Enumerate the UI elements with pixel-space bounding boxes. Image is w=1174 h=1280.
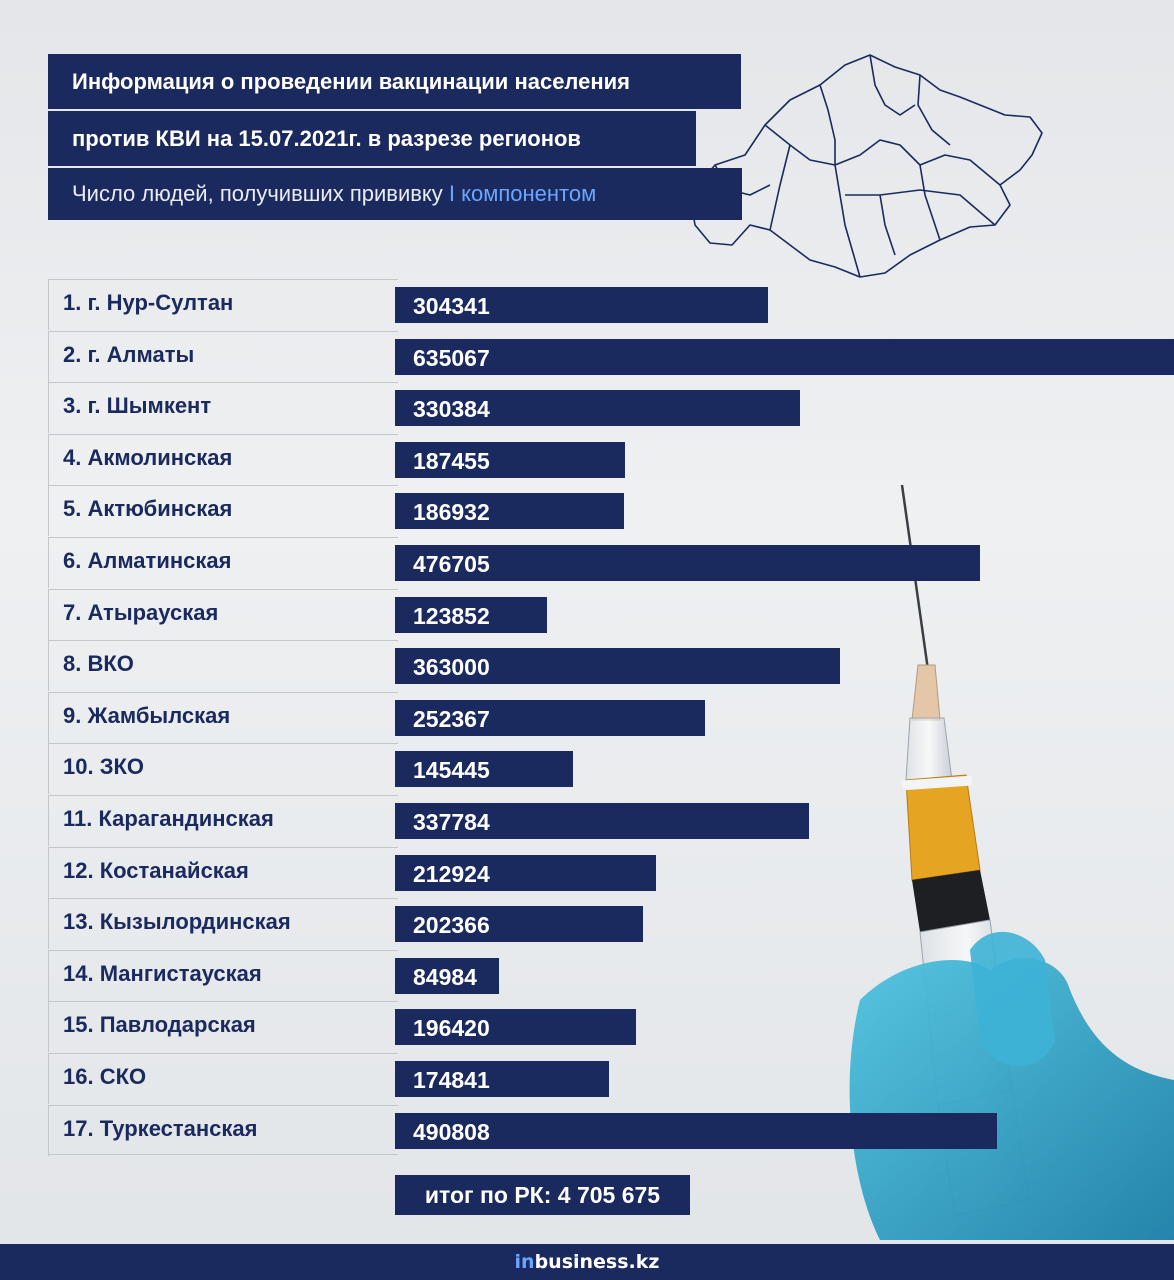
subtitle-highlight: I компонентом [448,181,597,206]
bar [395,442,625,478]
table-row [48,847,398,898]
table-row [48,640,398,691]
subtitle [48,168,742,220]
bar-value-label: 635067 [413,344,490,371]
bar-value-label: 187455 [413,447,490,474]
region-label: 4. Акмолинская [63,444,233,470]
region-label: 10. ЗКО [63,754,145,780]
region-label: 7. Атырауская [63,599,219,625]
table-row [48,485,398,536]
region-label: 16. СКО [63,1064,147,1089]
bar [395,1061,609,1097]
bar-value-label: 84984 [413,963,477,990]
bar-value-label: 196420 [413,1015,490,1042]
region-label: 12. Костанайская [63,857,249,883]
brand-rest: business.kz [534,1251,660,1273]
table-row [48,1053,398,1104]
bar-value-label: 123852 [413,602,490,629]
table-row [48,1001,398,1052]
bar [395,1009,636,1045]
region-label: 15. Павлодарская [63,1012,256,1038]
region-label: 1. г. Нур-Султан [63,290,234,315]
table-row [48,1105,398,1156]
region-label: 13. Кызылординская [63,909,291,935]
subtitle-text: Число людей, получивших прививку [72,181,449,206]
region-label: 14. Мангистауская [63,960,262,986]
table-row [48,795,398,846]
bar [395,700,705,736]
table-row [48,898,398,949]
bar-value-label: 330384 [413,396,490,423]
bar-value-label: 476705 [413,551,490,577]
bar [395,287,768,323]
kazakhstan-map-icon [670,45,1060,285]
region-label: 5. Актюбинская [63,496,233,522]
footer-bar [0,1244,1174,1280]
region-label: 11. Карагандинская [63,806,274,831]
bar-value-label: 363000 [413,654,490,681]
bar [395,751,573,787]
table-row [48,279,398,330]
bar [395,855,656,891]
region-label: 3. г. Шымкент [63,393,212,419]
table-bottom-divider [48,1154,398,1155]
table-row [48,382,398,433]
bar-value-label: 252367 [413,705,490,732]
bar-value-label: 490808 [413,1118,490,1145]
table-row [48,331,398,382]
bar-value-label: 304341 [413,293,490,319]
bar [395,906,643,942]
bar-value-label: 212924 [413,860,490,887]
title-line-2-text: против КВИ на 15.07.2021г. в разрезе регионов [72,125,581,151]
region-label: 2. г. Алматы [63,341,195,367]
region-label: 8. ВКО [63,651,134,677]
bar [395,493,624,529]
table-row [48,537,398,588]
total-text: итог по РК: 4 705 675 [424,1181,661,1208]
bar-value-label: 145445 [413,757,490,784]
region-label: 6. Алматинская [63,548,232,573]
table-row [48,950,398,1001]
title-line-2 [48,111,696,166]
title-line-1-text: Информация о проведении вакцинации населения [72,68,631,94]
bar [395,648,840,684]
table-row [48,434,398,485]
table-row [48,692,398,743]
bar [395,803,809,839]
brand-prefix: in [514,1251,535,1273]
region-label: 17. Туркестанская [63,1115,258,1141]
bar-value-label: 202366 [413,912,490,939]
bar [395,1113,997,1149]
brand-logo[interactable] [515,1251,660,1273]
bar [395,597,547,633]
table-row [48,743,398,794]
region-label: 9. Жамбылская [63,702,231,728]
total-badge [395,1175,690,1215]
bar-value-label: 186932 [413,499,490,526]
bar-value-label: 174841 [413,1067,490,1093]
bar [395,958,499,994]
title-line-1 [48,54,741,109]
table-row [48,589,398,640]
bar [395,545,980,581]
bar-value-label: 337784 [413,809,490,835]
bar [395,390,800,426]
bar [395,339,1174,375]
